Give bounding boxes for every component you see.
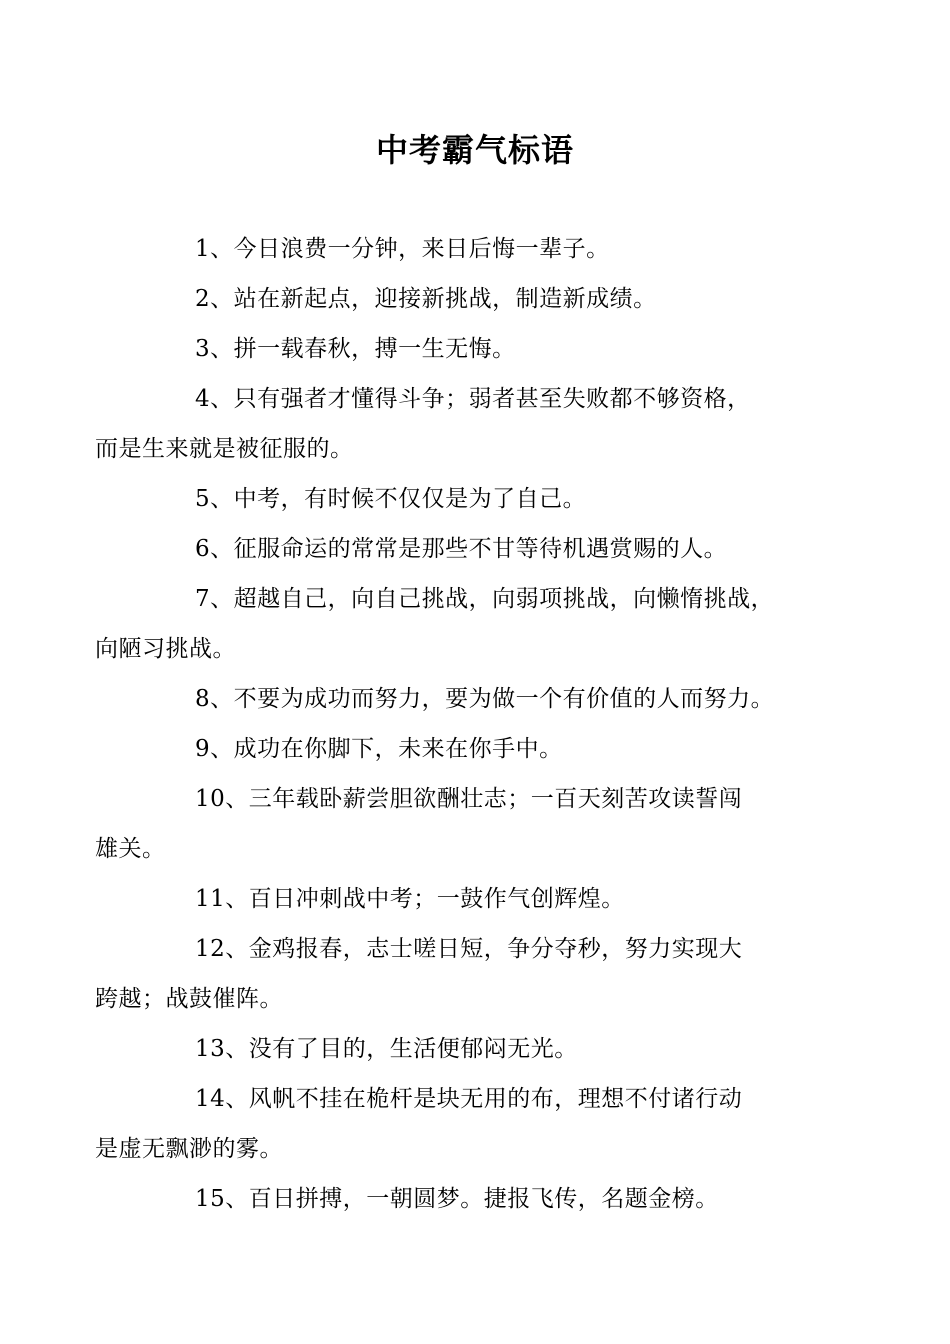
slogan-item-8	[145, 674, 835, 724]
slogan-line: 8、不要为成功而努力，要为做一个有价值的人而努力。	[195, 686, 775, 712]
slogan-line: 7、超越自己，向自己挑战，向弱项挑战，向懒惰挑战，	[195, 586, 775, 612]
slogan-item-5	[145, 474, 835, 524]
slogan-line-continued: 是虚无飘渺的雾。	[95, 1136, 283, 1162]
slogan-line: 5、中考，有时候不仅仅是为了自己。	[195, 486, 587, 512]
slogan-item-3	[145, 324, 835, 374]
slogan-item-14	[95, 1074, 835, 1174]
slogan-item-13	[145, 1024, 835, 1074]
slogan-line-continued: 跨越；战鼓催阵。	[95, 986, 283, 1012]
slogan-item-6	[145, 524, 835, 574]
slogan-item-1	[145, 224, 835, 274]
slogan-line: 11、百日冲刺战中考；一鼓作气创辉煌。	[195, 886, 625, 912]
slogan-line: 10、三年载卧薪尝胆欲酬壮志；一百天刻苦攻读誓闯	[195, 786, 743, 812]
slogan-line: 2、站在新起点，迎接新挑战，制造新成绩。	[195, 286, 657, 312]
slogan-item-2	[145, 274, 835, 324]
slogan-line: 3、拼一载春秋，搏一生无悔。	[195, 336, 516, 362]
slogan-item-15	[145, 1174, 835, 1224]
slogan-item-9	[145, 724, 835, 774]
slogan-item-12	[95, 924, 835, 1024]
slogan-list	[95, 224, 835, 1224]
slogan-line-continued: 向陋习挑战。	[95, 636, 236, 662]
slogan-line: 14、风帆不挂在桅杆是块无用的布，理想不付诸行动	[195, 1086, 743, 1112]
page-title: 中考霸气标语	[375, 131, 574, 169]
slogan-line: 1、今日浪费一分钟，来日后悔一辈子。	[195, 236, 610, 262]
slogan-line: 15、百日拼搏，一朝圆梦。捷报飞传，名题金榜。	[195, 1186, 719, 1212]
slogan-line-continued: 而是生来就是被征服的。	[95, 436, 354, 462]
slogan-item-10	[95, 774, 835, 874]
slogan-item-4	[95, 374, 835, 474]
slogan-line: 13、没有了目的，生活便郁闷无光。	[195, 1036, 578, 1062]
slogan-line: 9、成功在你脚下，未来在你手中。	[195, 736, 563, 762]
slogan-line: 4、只有强者才懂得斗争；弱者甚至失败都不够资格，	[195, 386, 751, 412]
slogan-line-continued: 雄关。	[95, 836, 166, 862]
slogan-line: 12、金鸡报春，志士嗟日短，争分夺秒，努力实现大	[195, 936, 743, 962]
slogan-line: 6、征服命运的常常是那些不甘等待机遇赏赐的人。	[195, 536, 728, 562]
slogan-item-11	[145, 874, 835, 924]
slogan-item-7	[95, 574, 835, 674]
